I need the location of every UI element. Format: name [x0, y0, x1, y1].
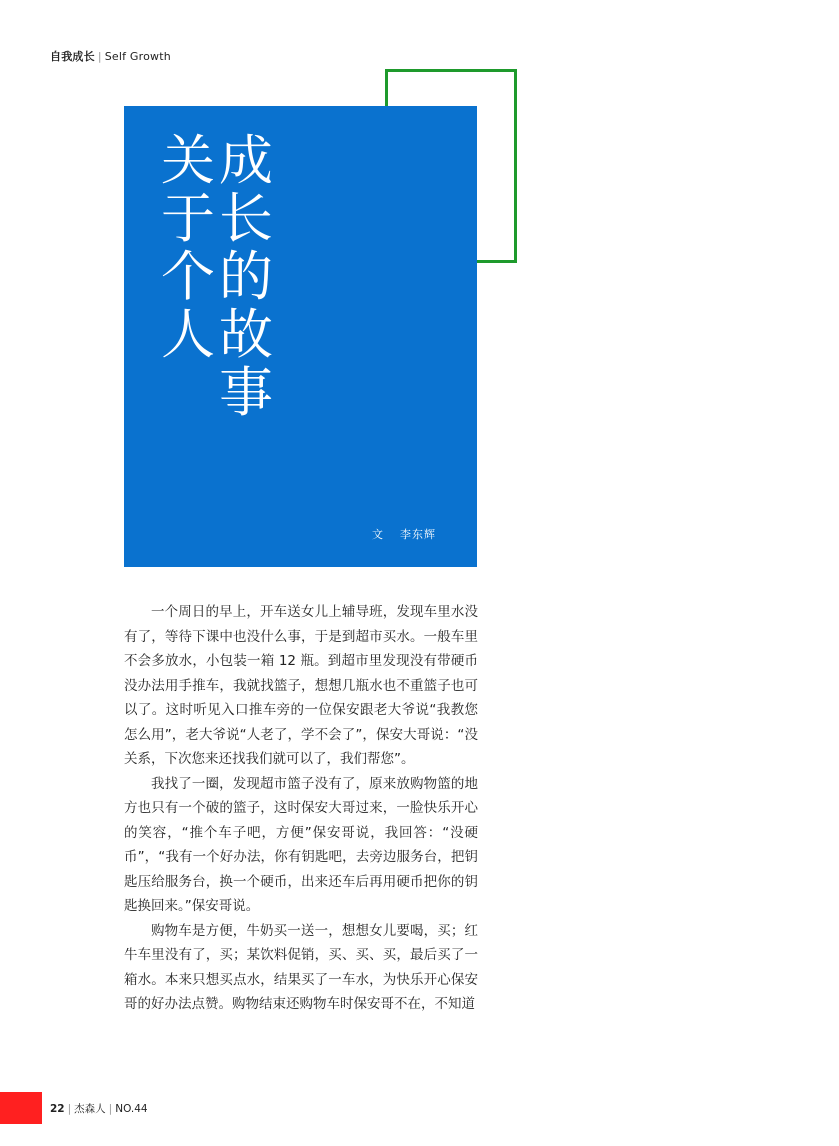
- footer-separator: |: [108, 1103, 113, 1115]
- page-edge-tab: [0, 1092, 42, 1124]
- header-separator: |: [97, 50, 102, 63]
- title-char: 的: [219, 245, 273, 308]
- title-char: 故: [219, 303, 273, 366]
- footer-separator: |: [67, 1103, 72, 1115]
- title-char: 人: [161, 303, 215, 366]
- title-column-right: [217, 129, 275, 424]
- title-char: 成: [219, 129, 273, 192]
- title-column-left: [159, 129, 217, 366]
- paragraph: 一个周日的早上，开车送女儿上辅导班，发现车里水没有了，等待下课中也没什么事，于是到超市买水。一般车里不会多放水，小包装一箱 12 瓶。到超市里发现没有带硬币没办法用手推车，我就找篮子，想想几瓶水也不重篮子也可以了。这时听见入口推车旁的一位保安跟老大爷说“我教您怎么用”，老大爷说“人老了，学不会了”，保安大哥说：“没关系，下次您来还找我们就可以了，我们帮您”。: [124, 604, 478, 767]
- title-block: [124, 106, 477, 567]
- title-char: 事: [219, 361, 273, 424]
- paragraph: 购物车是方便，牛奶买一送一，想想女儿要喝，买；红牛车里没有了，买；某饮料促销，买、买、买，最后买了一箱水。本来只想买点水，结果买了一车水，为快乐开心保安哥的好办法点赞。购物结束还购物车时保安哥不在，不知道: [124, 922, 478, 1012]
- title-char: 个: [161, 245, 215, 308]
- page-number: 22: [50, 1103, 65, 1115]
- paragraph: 我找了一圈，发现超市篮子没有了，原来放购物篮的地方也只有一个破的篮子，这时保安大哥过来，一脸快乐开心的笑容，“推个车子吧，方便”保安哥说，我回答：“没硬币”，“我有一个好办法，你有钥匙吧，去旁边服务台，把钥匙压给服务台，换一个硬币，出来还车后再用硬币把你的钥匙换回来。”保安哥说。: [124, 775, 478, 914]
- magazine-name: 杰森人: [74, 1103, 106, 1115]
- byline: [372, 526, 436, 542]
- section-title-en: Self Growth: [104, 50, 171, 63]
- byline-author: 李东辉: [400, 528, 436, 541]
- title-char: 关: [161, 129, 215, 192]
- section-title-cn: 自我成长: [50, 50, 95, 63]
- title-char: 于: [161, 187, 215, 250]
- issue-number: NO.44: [115, 1103, 148, 1115]
- article-body: [124, 600, 478, 1017]
- running-header: [50, 48, 171, 64]
- page-footer: [50, 1101, 148, 1116]
- byline-label: 文: [372, 528, 384, 541]
- title-char: 长: [219, 187, 273, 250]
